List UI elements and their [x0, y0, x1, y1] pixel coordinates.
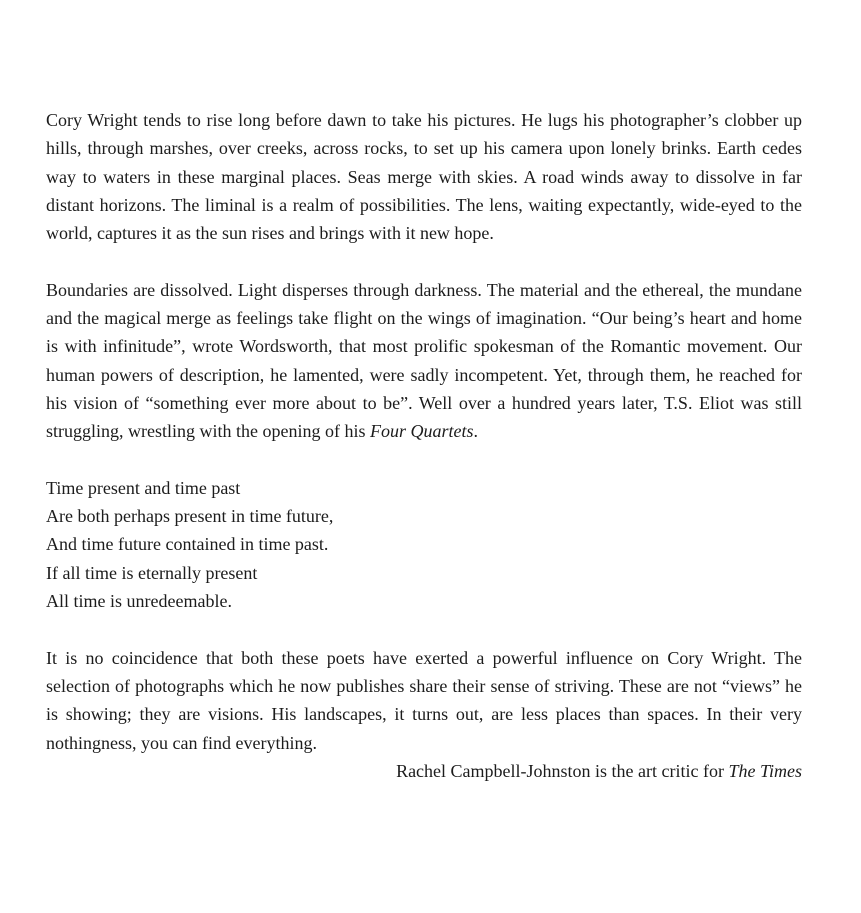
- paragraph-conclusion: It is no coincidence that both these poets have exerted a powerful influence on Cory Wright. The selection of photographs which he now publishes share their sense of striving. These are not “views” he is showing; they are visions. His landscapes, it turns out, are less places than spaces. In their very nothingness, you can find everything.: [46, 647, 802, 753]
- poem-quote-block: [46, 474, 802, 615]
- four-quartets-title: Four Quartets: [369, 421, 474, 442]
- paragraph-romantics-period: .: [473, 421, 478, 442]
- paragraph-romantics-text: Boundaries are dissolved. Light disperses through darkness. The material and the ethereal, the mundane and the magical merge as feelings take flight on the wings of imagination. “Our being’s heart and home is with infinitude”, wrote Wordsworth, that most prolific spokesman of the Romantic movement. Our human powers of description, he lamented, were sadly incompetent. Yet, through them, he reached for his vision of “something ever more about to be”. Well over a hundred years later, T.S. Eliot was still struggling, wrestling with the opening of his: [46, 279, 802, 442]
- paragraph-romantics: [46, 276, 802, 446]
- poem-line-2: Are both perhaps present in time future,: [46, 506, 334, 527]
- attribution-publication: The Times: [728, 760, 802, 781]
- paragraph-intro: Cory Wright tends to rise long before dawn to take his pictures. He lugs his photographer’s clobber up hills, through marshes, over creeks, across rocks, to set up his camera upon lonely brinks. Earth cedes way to waters in these marginal places. Seas merge with skies. A road winds away to dissolve in far distant horizons. The liminal is a realm of possibilities. The lens, waiting expectantly, wide-eyed to the world, captures it as the sun rises and brings with it new hope.: [46, 110, 802, 244]
- poem-line-1: Time present and time past: [46, 477, 241, 498]
- attribution-line: [46, 757, 802, 785]
- attribution-text: Rachel Campbell-Johnston is the art critic for: [396, 760, 729, 781]
- poem-line-4: If all time is eternally present: [46, 562, 258, 583]
- poem-line-3: And time future contained in time past.: [46, 534, 329, 555]
- poem-line-5: All time is unredeemable.: [46, 591, 232, 612]
